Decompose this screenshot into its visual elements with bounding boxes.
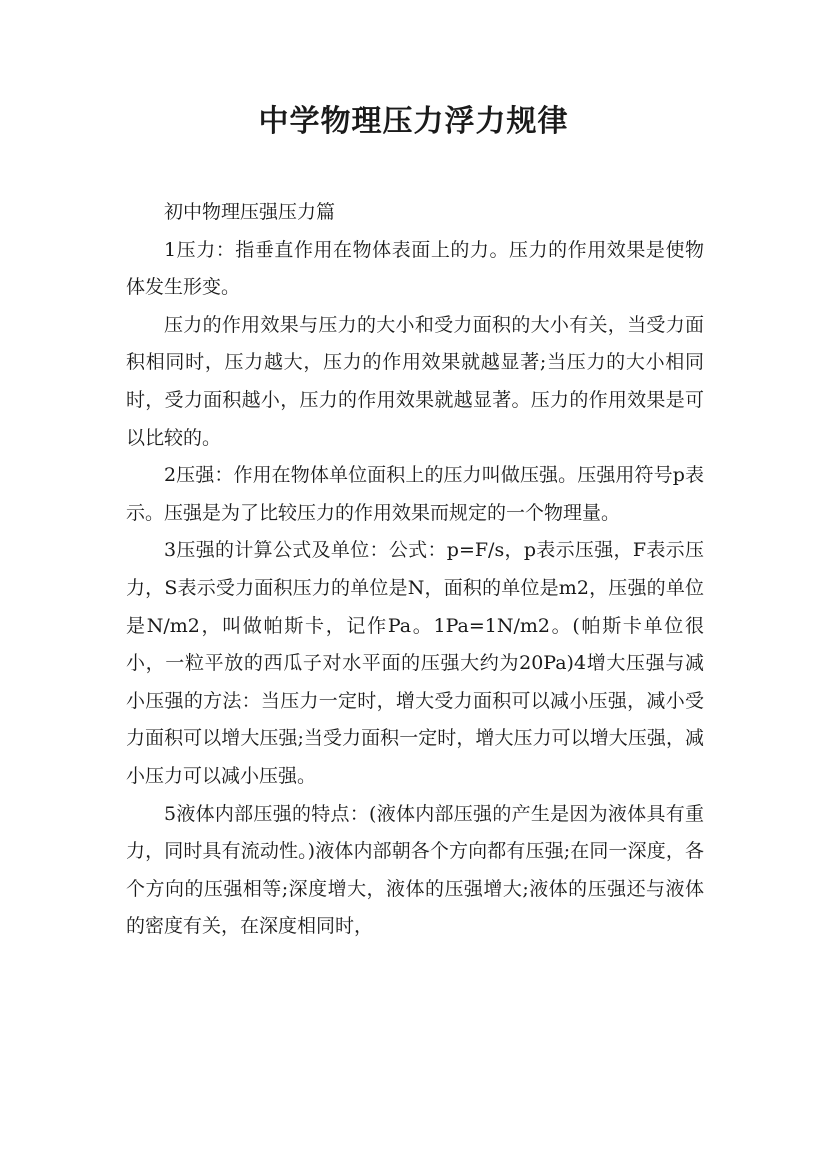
paragraph-pressure-effect: 压力的作用效果与压力的大小和受力面积的大小有关，当受力面积相同时，压力越大，压力的作用效果就越显著;当压力的大小相同时，受力面积越小，压力的作用效果就越显著。压力的作用效果是可以比较的。 [126,313,704,449]
paragraph-liquid-pressure: 5液体内部压强的特点：(液体内部压强的产生是因为液体具有重力，同时具有流动性。)液体内部朝各个方向都有压强;在同一深度，各个方向的压强相等;深度增大，液体的压强增大;液体的压强还与液体的密度有关，在深度相同时， [126,802,704,938]
section-heading: 初中物理压强压力篇 [164,201,336,223]
paragraph-pressure-intensity: 2压强：作用在物体单位面积上的压力叫做压强。压强用符号p表示。压强是为了比较压力的作用效果而规定的一个物理量。 [126,464,704,524]
paragraph-pressure-definition: 1压力：指垂直作用在物体表面上的力。压力的作用效果是使物体发生形变。 [126,238,704,299]
document-title: 中学物理压力浮力规律 [258,104,569,139]
paragraph-formula-units: 3压强的计算公式及单位：公式：p=F/s，p表示压强，F表示压力，S表示受力面积压力的单位是N，面积的单位是m2，压强的单位是N/m2，叫做帕斯卡，记作Pa。1Pa=1N/m2。(帕斯卡单位很小，一粒平放的西瓜子对水平面的压强大约为20Pa)4增大压强与减小压强的方法：当压力一定时，增大受力面积可以减小压强，减小受力面积可以增大压强;当受力面积一定时，增大压力可以增大压强，减小压力可以减小压强。 [126,539,704,787]
document-body [126,194,704,946]
